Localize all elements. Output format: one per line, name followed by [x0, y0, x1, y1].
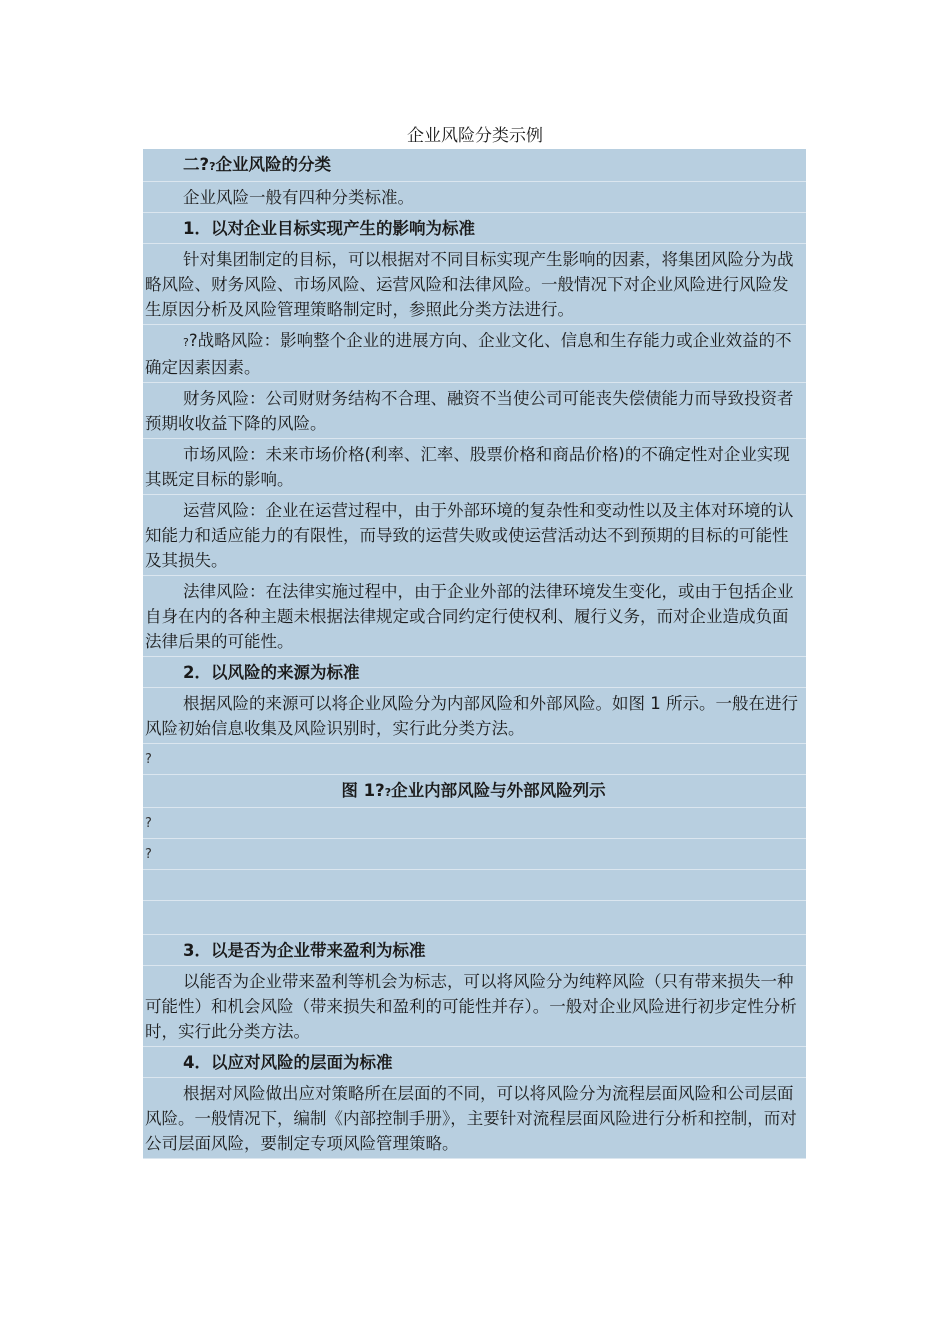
- heading-1: 1．以对企业目标实现产生的影响为标准: [143, 213, 806, 244]
- blank-row: [143, 870, 806, 901]
- paragraph-2: 根据风险的来源可以将企业风险分为内部风险和外部风险。如图 1 所示。一般在进行风险初始信息收集及风险识别时，实行此分类方法。: [143, 688, 806, 744]
- content-panel: [143, 149, 806, 1159]
- legal-risk-paragraph: 法律风险：在法律实施过程中，由于企业外部的法律环境发生变化，或由于包括企业自身在内的各种主题未根据法律规定或合同约定行使权利、履行义务，而对企业造成负面法律后果的可能性。: [143, 576, 806, 657]
- placeholder-mark: ?: [143, 744, 806, 775]
- paragraph-4: 根据对风险做出应对策略所在层面的不同，可以将风险分为流程层面风险和公司层面风险。一般情况下，编制《内部控制手册》，主要针对流程层面风险进行分析和控制，而对公司层面风险，要制定专项风险管理策略。: [143, 1078, 806, 1159]
- heading-3: 3．以是否为企业带来盈利为标准: [143, 935, 806, 966]
- financial-risk-paragraph: 财务风险：公司财财务结构不合理、融资不当使公司可能丧失偿债能力而导致投资者预期收收益下降的风险。: [143, 383, 806, 439]
- intro-paragraph: 企业风险一般有四种分类标准。: [143, 182, 806, 213]
- paragraph-1: 针对集团制定的目标，可以根据对不同目标实现产生影响的因素，将集团风险分为战略风险、财务风险、市场风险、运营风险和法律风险。一般情况下对企业风险进行风险发生原因分析及风险管理策略制定时，参照此分类方法进行。: [143, 244, 806, 325]
- operational-risk-paragraph: 运营风险：企业在运营过程中，由于外部环境的复杂性和变动性以及主体对环境的认知能力和适应能力的有限性，而导致的运营失败或使运营活动达不到预期的目标的可能性及其损失。: [143, 495, 806, 576]
- blank-row: [143, 901, 806, 935]
- heading-2: 2．以风险的来源为标准: [143, 657, 806, 688]
- strategic-risk-paragraph: ??战略风险：影响整个企业的进展方向、企业文化、信息和生存能力或企业效益的不确定因素因素。: [143, 325, 806, 383]
- market-risk-paragraph: 市场风险：未来市场价格(利率、汇率、股票价格和商品价格)的不确定性对企业实现其既定目标的影响。: [143, 439, 806, 495]
- heading-4: 4．以应对风险的层面为标准: [143, 1047, 806, 1078]
- paragraph-3: 以能否为企业带来盈利等机会为标志，可以将风险分为纯粹风险（只有带来损失一种可能性）和机会风险（带来损失和盈利的可能性并存）。一般对企业风险进行初步定性分析时，实行此分类方法。: [143, 966, 806, 1047]
- section-heading: 二??企业风险的分类: [143, 149, 806, 182]
- placeholder-mark: ?: [143, 808, 806, 839]
- document-title: 企业风险分类示例: [407, 126, 543, 146]
- figure-caption: 图 1??企业内部风险与外部风险列示: [143, 775, 806, 808]
- placeholder-mark: ?: [143, 839, 806, 870]
